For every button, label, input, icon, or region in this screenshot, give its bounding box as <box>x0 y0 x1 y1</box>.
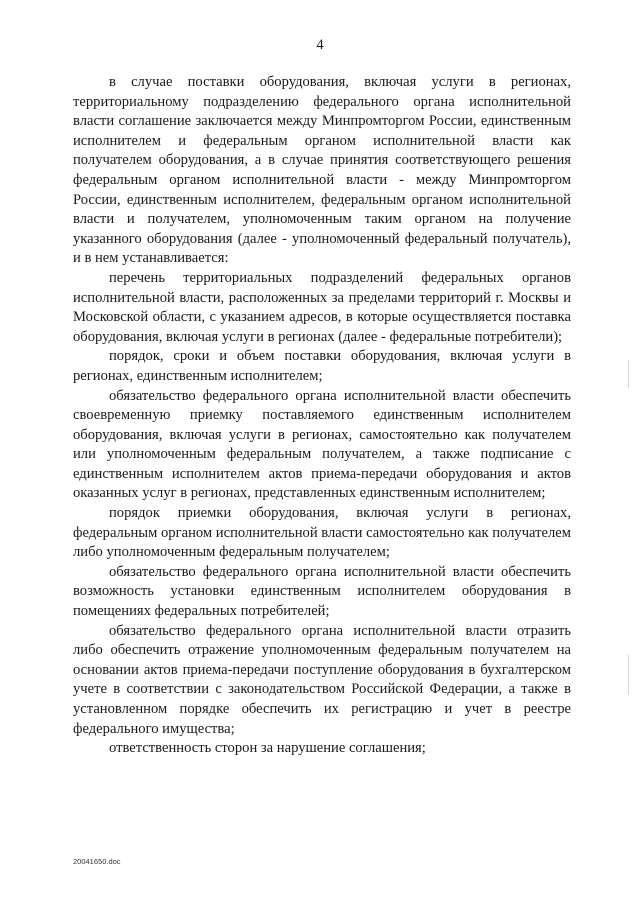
paragraph: перечень территориальных подразделений федеральных органов исполнительной власти, расположенных за пределами территорий г. Москвы и Московской области, с указанием адресов, в которые осуществляется поставка оборудования, включая услуги в регионах (далее - федеральные потребители); <box>73 269 571 345</box>
paragraph: порядок приемки оборудования, включая услуги в регионах, федеральным органом исполнительной власти самостоятельно как получателем либо уполномоченным федеральным получателем; <box>73 505 571 561</box>
document-body <box>73 73 571 759</box>
paragraph: порядок, сроки и объем поставки оборудования, включая услуги в регионах, единственным исполнителем; <box>73 348 571 384</box>
paragraph: обязательство федерального органа исполнительной власти отразить либо обеспечить отражение уполномоченным федеральным получателем на основании актов приема-передачи поступление оборудования в бухгалтерском учете в соответствии с законодательством Российской Федерации, а также в установленном порядке обеспечить их регистрацию и учет в реестре федерального имущества; <box>73 622 571 737</box>
scan-artifact <box>628 360 629 388</box>
paragraph: обязательство федерального органа исполнительной власти обеспечить своевременную приемку поставляемого единственным исполнителем оборудования, включая услуги в регионах, самостоятельно как получателем или уполномоченным федеральным получателем, а также подписание с единственным исполнителем актов приема-передачи оборудования и актов оказанных услуг в регионах, представленных единственным исполнителем; <box>73 387 571 502</box>
paragraph: обязательство федерального органа исполнительной власти обеспечить возможность установки единственным исполнителем оборудования в помещениях федеральных потребителей; <box>73 563 571 620</box>
page-number: 4 <box>316 37 324 53</box>
paragraph: в случае поставки оборудования, включая услуги в регионах, территориальному подразделению федерального органа исполнительной власти соглашение заключается между Минпромторгом России, единственным исполнителем и федеральным органом исполнительной власти как получателем оборудования, а в случае принятия соответствующего решения федеральным органом исполнительной власти - между Минпромторгом России, единственным исполнителем, федеральным органом исполнительной власти и получателем, уполномоченным таким органом на получение указанного оборудования (далее - уполномоченный федеральный получатель), и в нем устанавливается: <box>73 74 571 267</box>
scan-artifact <box>628 655 629 695</box>
file-name-footer: 20041650.doc <box>73 857 121 866</box>
paragraph: ответственность сторон за нарушение соглашения; <box>109 740 426 757</box>
